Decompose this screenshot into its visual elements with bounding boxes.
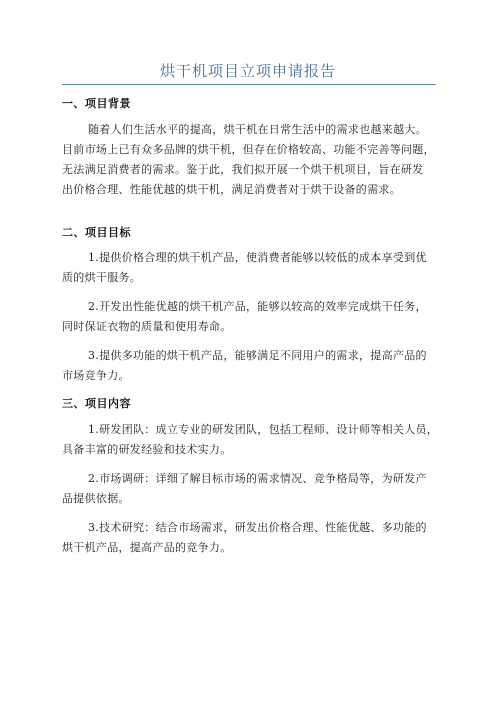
document-title: 烘干机项目立项申请报告 [159,62,336,80]
paragraph-line: 同时保证衣物的质量和使用寿命。 [62,320,232,333]
paragraph-content-3 [62,518,442,558]
section-heading-objectives: 二、项目目标 [62,226,131,239]
paragraph-line: 出价格合理、性能优越的烘干机，满足消费者对于烘干设备的需求。 [62,183,401,196]
section-heading-background: 一、项目背景 [62,97,131,110]
paragraph-line: 具备丰富的研发经验和技术实力。 [62,443,232,456]
paragraph-line: 质的烘干服务。 [62,271,142,284]
paragraph-objective-1 [62,248,442,288]
paragraph-line: 无法满足消费者的需求。鉴于此，我们拟开展一个烘干机项目，旨在研发 [62,163,424,176]
paragraph-line: 随着人们生活水平的提高，烘干机在日常生活中的需求也越来越大。 [88,123,427,136]
paragraph-objective-3 [62,346,442,386]
paragraph-line: 1.提供价格合理的烘干机产品，使消费者能够以较低的成本享受到优 [88,251,427,264]
paragraph-content-1 [62,420,442,460]
section-heading-content: 三、项目内容 [62,397,131,410]
paragraph-line: 市场竞争力。 [62,369,130,382]
paragraph-line: 目前市场上已有众多品牌的烘干机，但存在价格较高、功能不完善等问题， [62,143,435,156]
paragraph-line: 3.技术研究：结合市场需求，研发出价格合理、性能优越、多功能的 [88,521,427,534]
paragraph-content-2 [62,469,442,509]
paragraph-line: 2.开发出性能优越的烘干机产品，能够以较高的效率完成烘干任务， [88,300,427,313]
paragraph-line: 品提供依据。 [62,492,130,505]
paragraph-line: 3.提供多功能的烘干机产品，能够满足不同用户的需求，提高产品的 [88,349,427,362]
paragraph-line: 1.研发团队：成立专业的研发团队，包括工程师、设计师等相关人员， [88,423,439,436]
paragraph-objective-2 [62,297,442,337]
title-underline [62,84,436,85]
paragraph-line: 2.市场调研：详细了解目标市场的需求情况、竞争格局等，为研发产 [88,472,427,485]
paragraph-background [62,120,442,200]
paragraph-line: 烘干机产品，提高产品的竞争力。 [62,541,232,554]
